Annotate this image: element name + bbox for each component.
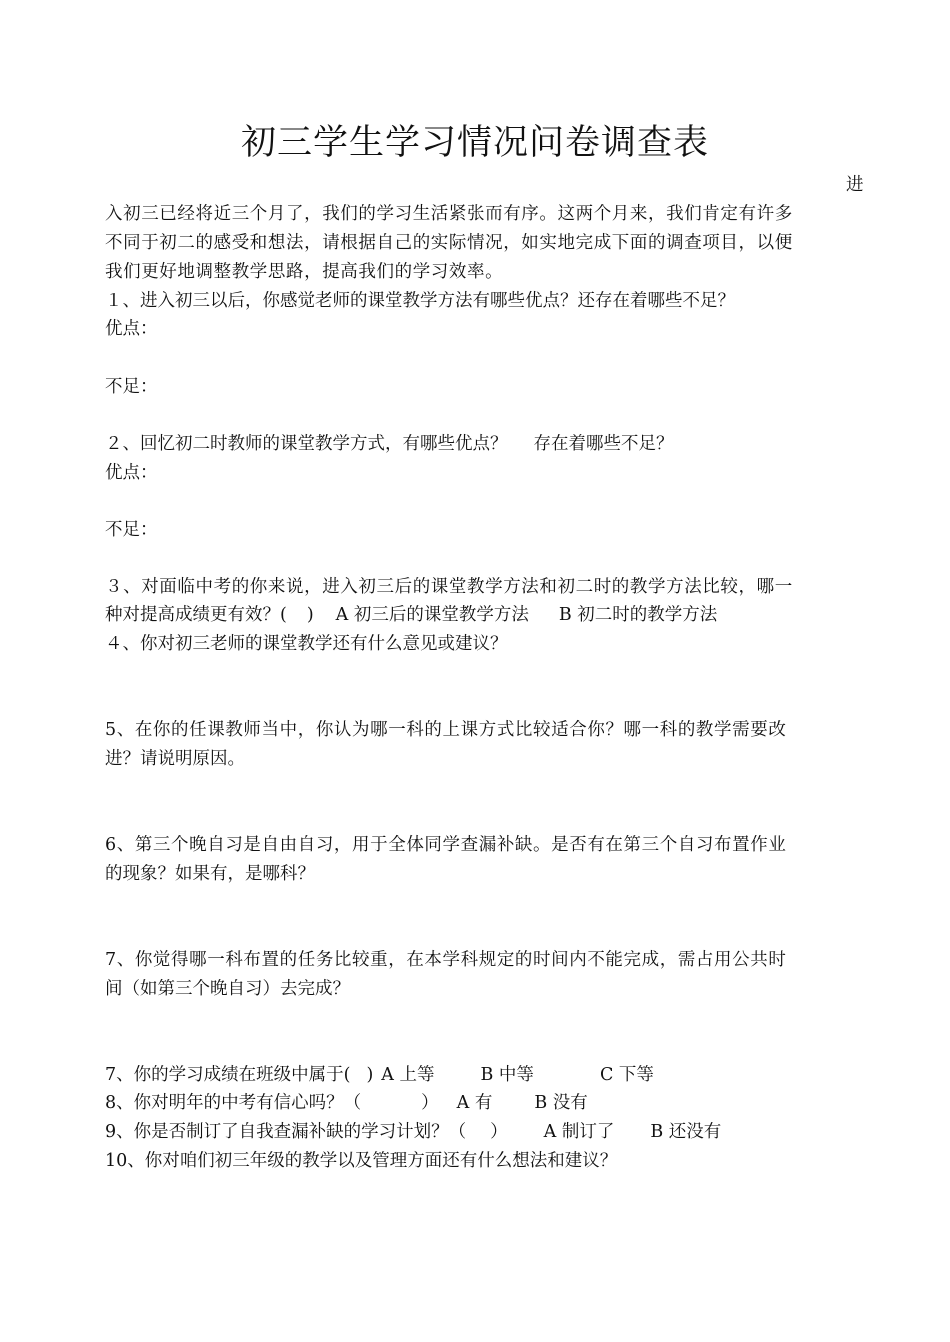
intro-line-1: 入初三已经将近三个月了，我们的学习生活紧张而有序。这两个月来，我们肯定有许多: [105, 204, 793, 224]
question-3-answer-paren: ): [306, 605, 314, 625]
question-7a-line-2: 间（如第三个晚自习）去完成？: [105, 979, 350, 999]
question-9-option-a: A 制订了: [543, 1122, 615, 1142]
question-1-pros-label: 优点：: [105, 319, 158, 339]
question-5-line-2: 进？请说明原因。: [105, 749, 245, 769]
question-7b-option-b: B 中等: [480, 1065, 534, 1085]
question-7a-line-1: 7、你觉得哪一科布置的任务比较重，在本学科规定的时间内不能完成，需占用公共时: [105, 950, 787, 970]
question-1: １、进入初三以后，你感觉老师的课堂教学方法有哪些优点？还存在着哪些不足？: [105, 291, 735, 311]
question-3-prompt: 种对提高成绩更有效？(: [105, 605, 287, 625]
question-3-line-2: [105, 602, 717, 628]
question-2-part-b: 存在着哪些不足？: [533, 434, 674, 454]
question-8-prompt: 8、你对明年的中考有信心吗？（: [105, 1093, 362, 1113]
question-2-pros-label: 优点：: [105, 463, 158, 483]
question-8-answer-paren: ）: [421, 1093, 439, 1113]
question-6-line-1: 6、第三个晚自习是自由自习，用于全体同学查漏补缺。是否有在第三个自习布置作业: [105, 835, 787, 855]
intro-first-char: 进: [846, 175, 864, 195]
question-5-line-1: 5、在你的任课教师当中，你认为哪一科的上课方式比较适合你？哪一科的教学需要改: [105, 720, 787, 740]
question-1-cons-label: 不足：: [105, 377, 158, 397]
question-2-part-a: ２、回忆初二时教师的课堂教学方式，有哪些优点？: [105, 434, 508, 454]
question-3-option-b: B 初二时的教学方法: [558, 605, 718, 625]
page-title: 初三学生学习情况问卷调查表: [240, 123, 709, 163]
question-6-line-2: 的现象？如果有，是哪科？: [105, 864, 315, 884]
question-9-prompt: 9、你是否制订了自我查漏补缺的学习计划？（: [105, 1122, 467, 1142]
question-8-option-b: B 没有: [534, 1093, 588, 1113]
question-7b-answer-paren: ): [366, 1065, 374, 1085]
question-8: [105, 1090, 588, 1116]
question-9-answer-paren: ）: [490, 1122, 508, 1142]
question-4: ４、你对初三老师的课堂教学还有什么意见或建议？: [105, 634, 508, 654]
question-9: [105, 1119, 721, 1145]
question-8-option-a: A 有: [456, 1093, 493, 1113]
question-7b-option-a: A 上等: [381, 1065, 435, 1085]
question-10: 10、你对咱们初三年级的教学以及管理方面还有什么想法和建议？: [105, 1151, 618, 1171]
question-7b: [105, 1062, 654, 1088]
question-3-option-a: A 初三后的课堂教学方法: [335, 605, 529, 625]
question-2: [105, 431, 674, 457]
question-3-line-1: ３、对面临中考的你来说，进入初三后的课堂教学方法和初二时的教学方法比较，哪一: [105, 577, 793, 597]
question-7b-prompt: 7、你的学习成绩在班级中属于(: [105, 1065, 351, 1085]
intro-line-3: 我们更好地调整教学思路，提高我们的学习效率。: [105, 262, 504, 282]
question-7b-option-c: C 下等: [599, 1065, 654, 1085]
question-2-cons-label: 不足：: [105, 520, 158, 540]
intro-line-2: 不同于初二的感受和想法，请根据自己的实际情况，如实地完成下面的调查项目，以便: [105, 233, 793, 253]
question-9-option-b: B 还没有: [650, 1122, 722, 1142]
